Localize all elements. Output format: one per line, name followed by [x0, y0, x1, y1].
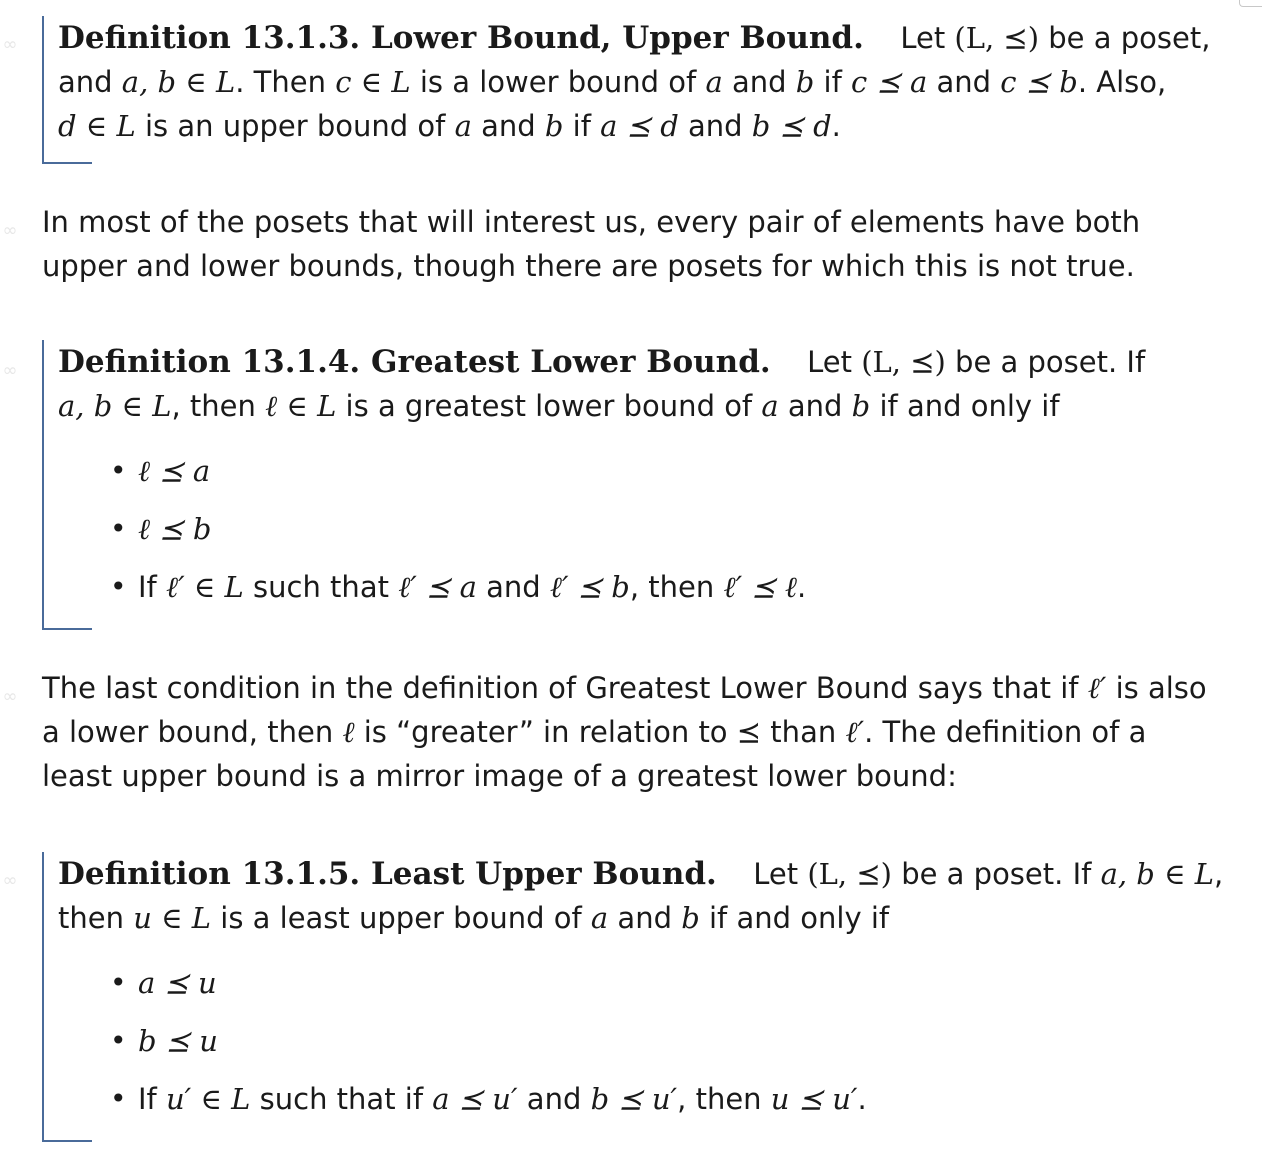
text-run: if and only if: [870, 389, 1060, 423]
definition-title: Definition 13.1.4. Greatest Lower Bound.: [58, 344, 771, 380]
definition-line: [58, 896, 1248, 940]
math-expression: a, b ∈ L: [1100, 857, 1215, 891]
math-expression: a, b ∈ L: [121, 65, 236, 99]
math-expression: d ∈ L: [58, 109, 136, 143]
definition-line: [58, 60, 1248, 104]
definition-13-1-3: [42, 16, 1248, 162]
math-expression: c ⪯ a: [851, 65, 928, 99]
text-run: if and only if: [699, 901, 890, 935]
definition-title: Definition 13.1.3. Lower Bound, Upper Bound.: [58, 20, 864, 56]
text-run: a lower bound, then: [42, 715, 343, 749]
paragraph-line: [42, 710, 1257, 754]
text-run: if: [563, 109, 601, 143]
math-expression: a, b ∈ L: [58, 389, 172, 423]
math-expression: u′ ∈ L: [165, 1082, 251, 1116]
text-run: is a greatest lower bound of: [336, 389, 762, 423]
math-expression: a: [761, 389, 779, 423]
link-anchor-icon[interactable]: ∞: [2, 220, 18, 241]
paragraph-line: [42, 666, 1257, 710]
math-expression: a: [705, 65, 723, 99]
paragraph-line: [42, 754, 1257, 798]
math-expression: ℓ ∈ L: [265, 389, 337, 423]
link-anchor-icon[interactable]: ∞: [2, 360, 18, 381]
definition-title: Definition 13.1.5. Least Upper Bound.: [58, 856, 717, 892]
text-run: , then: [171, 389, 266, 423]
link-anchor-icon[interactable]: ∞: [2, 686, 18, 707]
math-expression: ⪯: [736, 715, 762, 749]
math-expression: ℓ: [342, 715, 355, 749]
math-expression: a ⪯ u: [138, 966, 217, 1000]
text-run: , then: [677, 1082, 771, 1116]
text-run: be a poset,: [1039, 21, 1211, 55]
math-expression: (L, ⪯): [954, 21, 1040, 55]
math-expression: c ⪯ b: [1000, 65, 1078, 99]
math-expression: b: [681, 901, 700, 935]
text-run: and: [927, 65, 1001, 99]
text-run: and: [722, 65, 796, 99]
definition-line: [58, 104, 1248, 148]
math-expression: ℓ ⪯ b: [138, 512, 212, 546]
math-expression: ℓ′ ⪯ a: [398, 570, 477, 604]
text-run: and: [678, 109, 752, 143]
math-expression: u ∈ L: [133, 901, 212, 935]
text-run: Let: [807, 345, 862, 379]
text-run: is a lower bound of: [410, 65, 706, 99]
math-expression: b: [795, 65, 815, 99]
text-run: be a poset. If: [945, 345, 1146, 379]
text-run: then: [58, 901, 134, 935]
math-expression: ℓ′ ⪯ ℓ: [723, 570, 797, 604]
text-run: and: [58, 65, 122, 99]
text-run: if: [814, 65, 852, 99]
condition-list: [58, 442, 1248, 616]
paragraph: [42, 666, 1257, 798]
definition-line: [58, 340, 1248, 384]
math-expression: ℓ′ ⪯ b: [549, 570, 630, 604]
list-item: [58, 954, 1248, 1012]
math-expression: b ⪯ d: [751, 109, 832, 143]
paragraph-line: upper and lower bounds, though there are posets for which this is not true.: [42, 249, 1135, 283]
math-expression: (L, ⪯): [861, 345, 946, 379]
text-run: . Also,: [1077, 65, 1167, 99]
definition-line: [58, 384, 1248, 428]
text-run: and: [517, 1082, 591, 1116]
math-expression: ℓ′: [1087, 671, 1107, 705]
text-run: Let: [753, 857, 808, 891]
definition-line: [58, 16, 1248, 60]
math-expression: b: [544, 109, 564, 143]
text-run: and: [476, 570, 550, 604]
text-run: The last condition in the definition of Greatest Lower Bound says that if: [42, 671, 1088, 705]
definition-13-1-5: [42, 852, 1248, 1140]
text-run: such that: [243, 570, 399, 604]
math-expression: a: [454, 109, 472, 143]
text-run: .: [796, 570, 807, 604]
list-item: [58, 1070, 1248, 1128]
list-item: [58, 500, 1248, 558]
math-expression: u ⪯ u′: [770, 1082, 858, 1116]
math-expression: b ⪯ u′: [590, 1082, 678, 1116]
text-run: least upper bound is a mirror image of a greatest lower bound:: [42, 759, 957, 793]
text-run: is “greater” in relation to: [354, 715, 737, 749]
text-run: , then: [629, 570, 724, 604]
text-run: Let: [900, 21, 955, 55]
paragraph: [42, 200, 1242, 288]
text-run: . Then: [235, 65, 336, 99]
math-expression: b ⪯ u: [138, 1024, 218, 1058]
math-expression: c ∈ L: [335, 65, 411, 99]
text-run: If: [138, 1082, 166, 1116]
text-run: . The definition of a: [864, 715, 1147, 749]
math-expression: ℓ′ ∈ L: [165, 570, 244, 604]
definition-line: [58, 852, 1248, 896]
math-expression: ℓ′: [845, 715, 865, 749]
list-item: [58, 558, 1248, 616]
text-run: and: [471, 109, 545, 143]
math-expression: a ⪯ u′: [432, 1082, 518, 1116]
paragraph-line: In most of the posets that will interest us, every pair of elements have both: [42, 205, 1141, 239]
math-expression: b: [851, 389, 871, 423]
math-expression: (L, ⪯): [807, 857, 892, 891]
math-expression: ℓ ⪯ a: [138, 454, 211, 488]
text-run: such that if: [250, 1082, 433, 1116]
text-run: is a least upper bound of: [211, 901, 591, 935]
text-run: .: [857, 1082, 867, 1116]
link-anchor-icon[interactable]: ∞: [2, 870, 18, 891]
text-run: is an upper bound of: [135, 109, 455, 143]
list-item: [58, 1012, 1248, 1070]
math-expression: a: [590, 901, 609, 935]
scrollbar-corner[interactable]: [1239, 0, 1262, 7]
text-run: and: [778, 389, 852, 423]
text-run: If: [138, 570, 166, 604]
text-run: is also: [1106, 671, 1207, 705]
list-item: [58, 442, 1248, 500]
text-run: ,: [1214, 857, 1224, 891]
link-anchor-icon[interactable]: ∞: [2, 34, 18, 55]
text-run: and: [608, 901, 682, 935]
math-expression: a ⪯ d: [600, 109, 679, 143]
text-run: .: [831, 109, 841, 143]
definition-13-1-4: [42, 340, 1248, 628]
text-run: than: [761, 715, 846, 749]
condition-list: [58, 954, 1248, 1128]
text-run: be a poset. If: [891, 857, 1101, 891]
